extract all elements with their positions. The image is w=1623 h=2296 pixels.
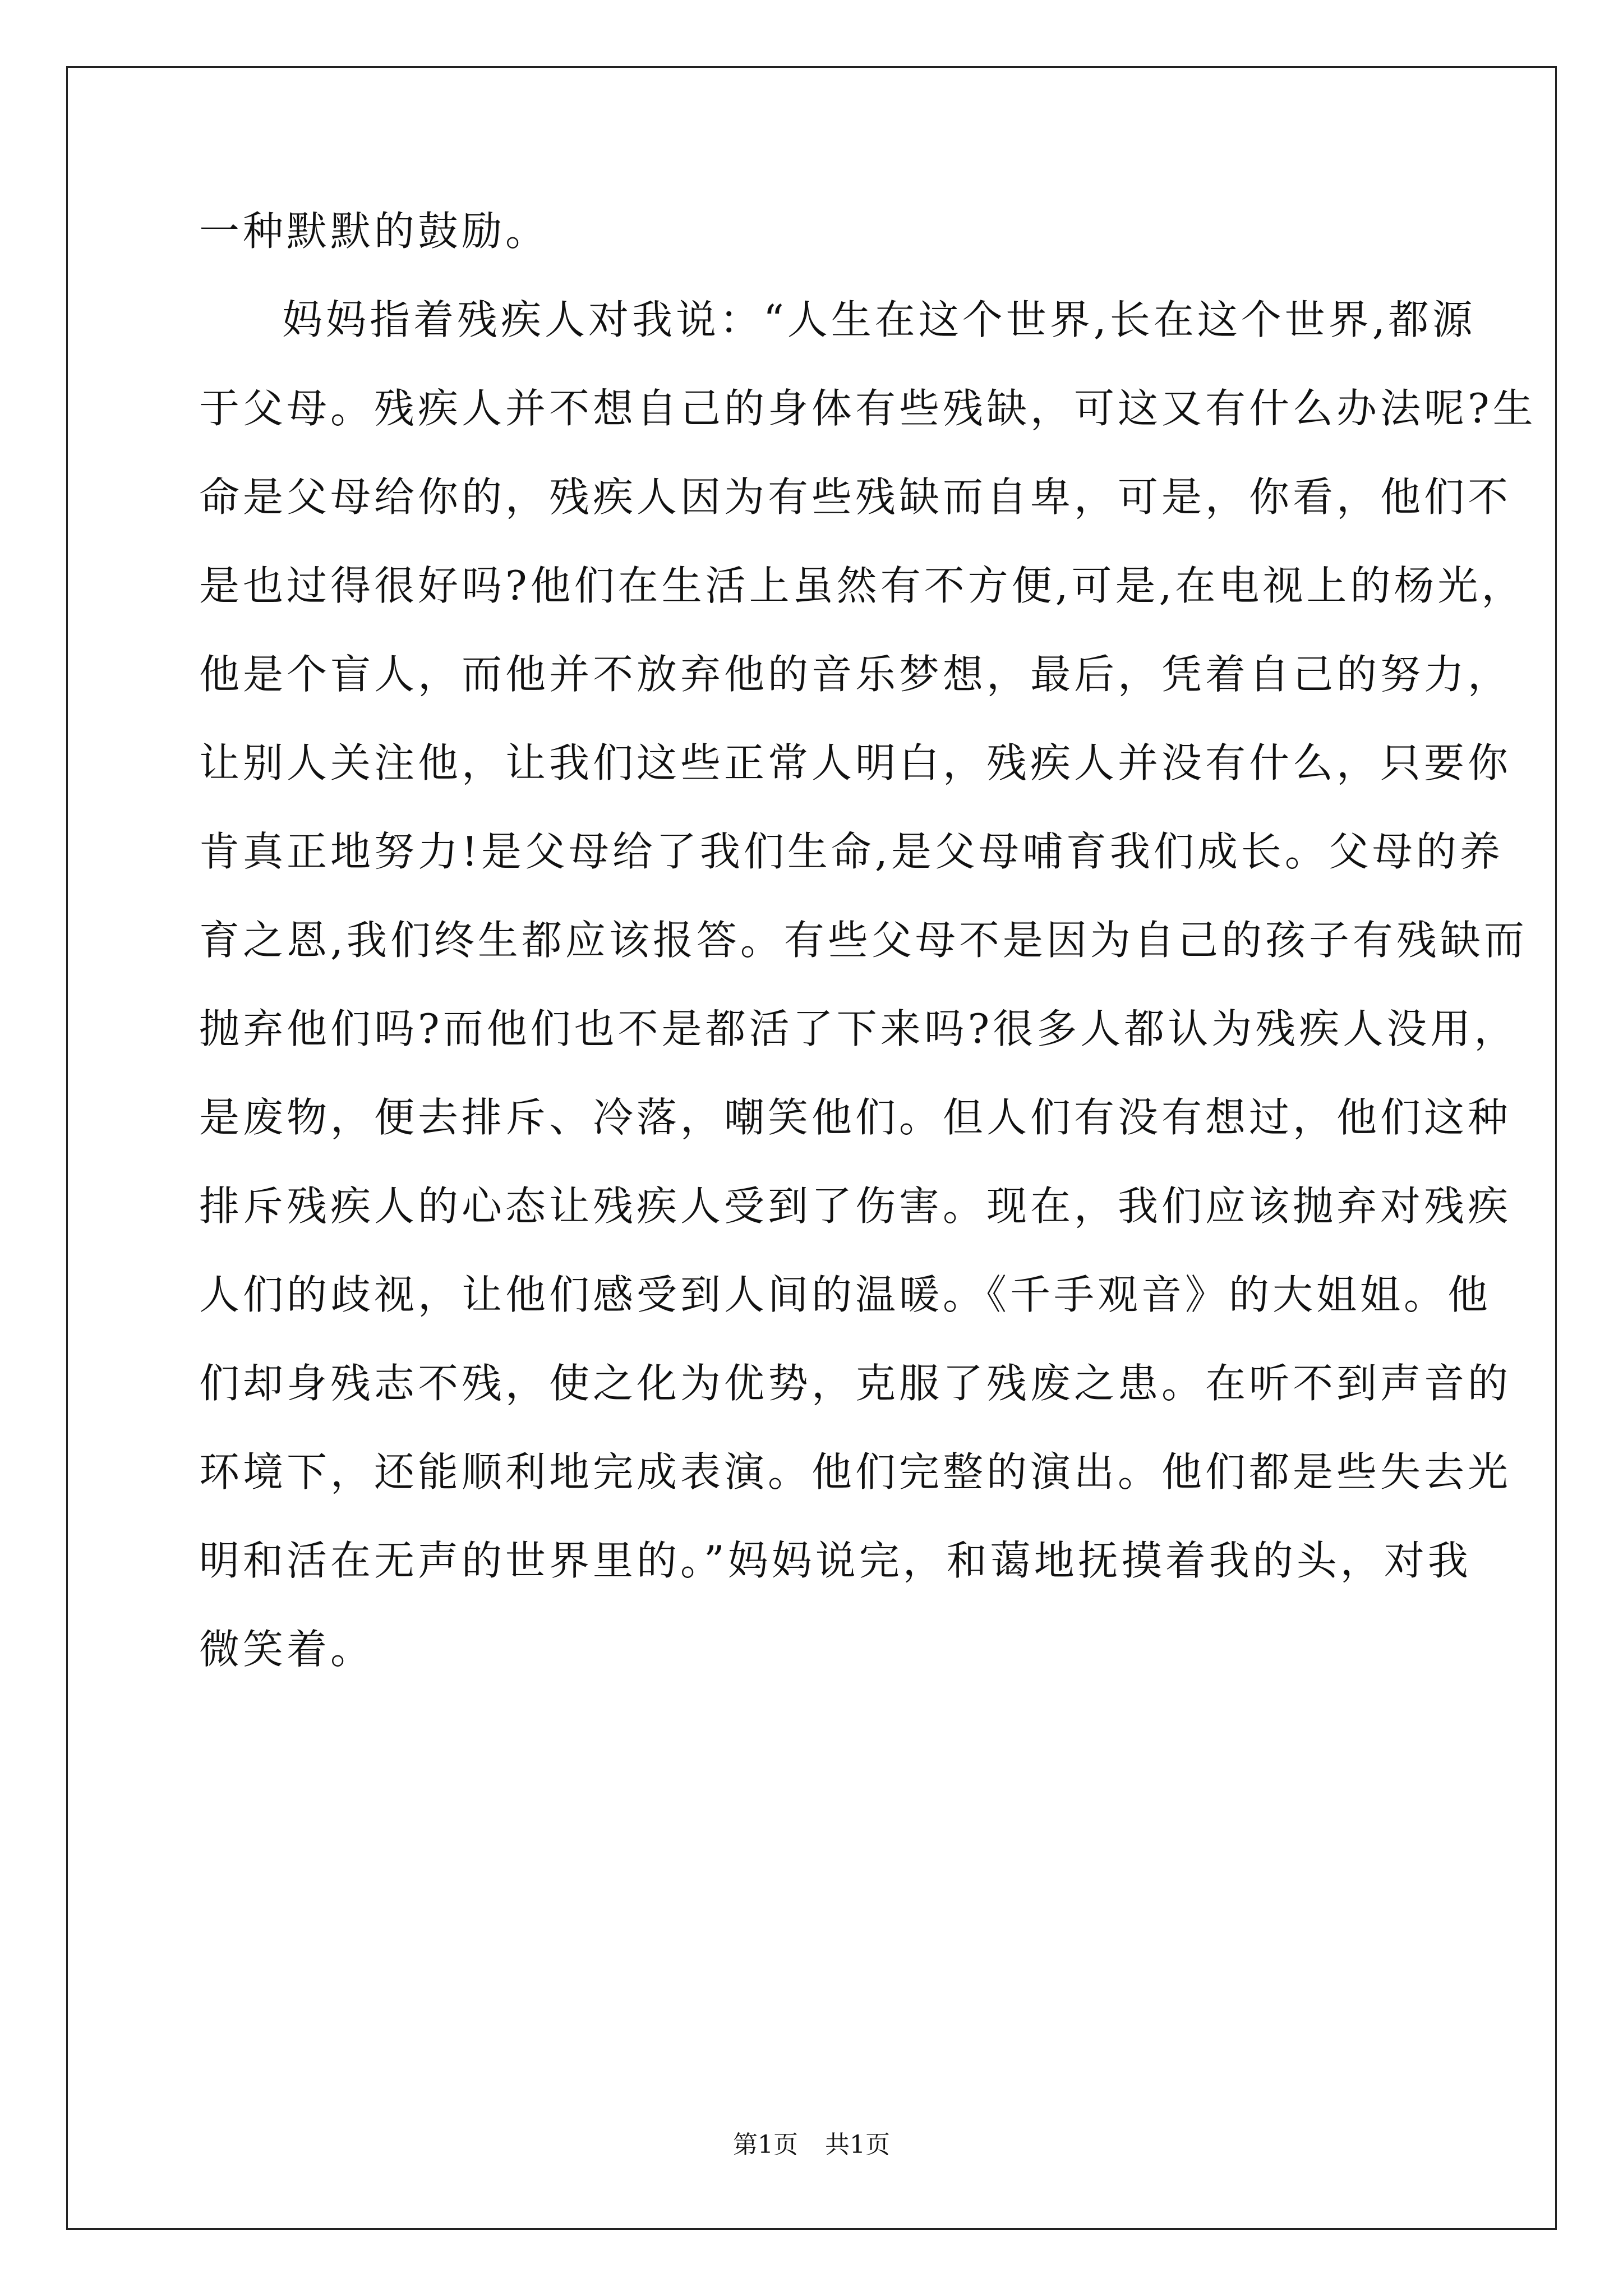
text-line: 让别人关注他，让我们这些正常人明白，残疾人并没有什么，只要你 <box>199 739 1512 786</box>
text-line: 是废物，便去排斥、冷落，嘲笑他们。但人们有没有想过，他们这种 <box>199 1094 1512 1141</box>
text-line: 他是个盲人，而他并不放弃他的音乐梦想，最后，凭着自己的努力， <box>199 651 1512 698</box>
text-line: 明和活在无声的世界里的。”妈妈说完，和蔼地抚摸着我的头，对我 <box>199 1537 1472 1584</box>
text-line: 命是父母给你的，残疾人因为有些残缺而自卑，可是，你看，他们不 <box>199 473 1512 521</box>
text-line: 们却身残志不残，使之化为优势，克服了残废之患。在听不到声音的 <box>199 1360 1512 1407</box>
text-line: 人们的歧视，让他们感受到人间的温暖。《千手观音》的大姐姐。他 <box>199 1271 1492 1318</box>
text-line: 排斥残疾人的心态让残疾人受到了伤害。现在，我们应该抛弃对残疾 <box>199 1182 1512 1230</box>
text-line: 肯真正地努力!是父母给了我们生命,是父母哺育我们成长。父母的养 <box>199 828 1504 875</box>
text-line: 妈妈指着残疾人对我说：“人生在这个世界,长在这个世界,都源 <box>282 296 1476 343</box>
text-line: 一种默默的鼓励。 <box>199 208 550 255</box>
text-line: 环境下，还能顺利地完成表演。他们完整的演出。他们都是些失去光 <box>199 1448 1512 1496</box>
page-total: 共1页 <box>825 2131 890 2159</box>
page-footer <box>0 2133 1623 2157</box>
page-number: 第1页 <box>733 2131 798 2159</box>
text-line: 微笑着。 <box>199 1626 375 1673</box>
text-line: 育之恩,我们终生都应该报答。有些父母不是因为自己的孩子有残缺而 <box>199 917 1528 964</box>
text-line: 是也过得很好吗?他们在生活上虽然有不方便,可是,在电视上的杨光， <box>199 562 1525 609</box>
document-body <box>199 208 1537 1718</box>
text-line: 于父母。残疾人并不想自己的身体有些残缺，可这又有什么办法呢?生 <box>199 385 1537 432</box>
text-line: 抛弃他们吗?而他们也不是都活了下来吗?很多人都认为残疾人没用， <box>199 1005 1518 1052</box>
